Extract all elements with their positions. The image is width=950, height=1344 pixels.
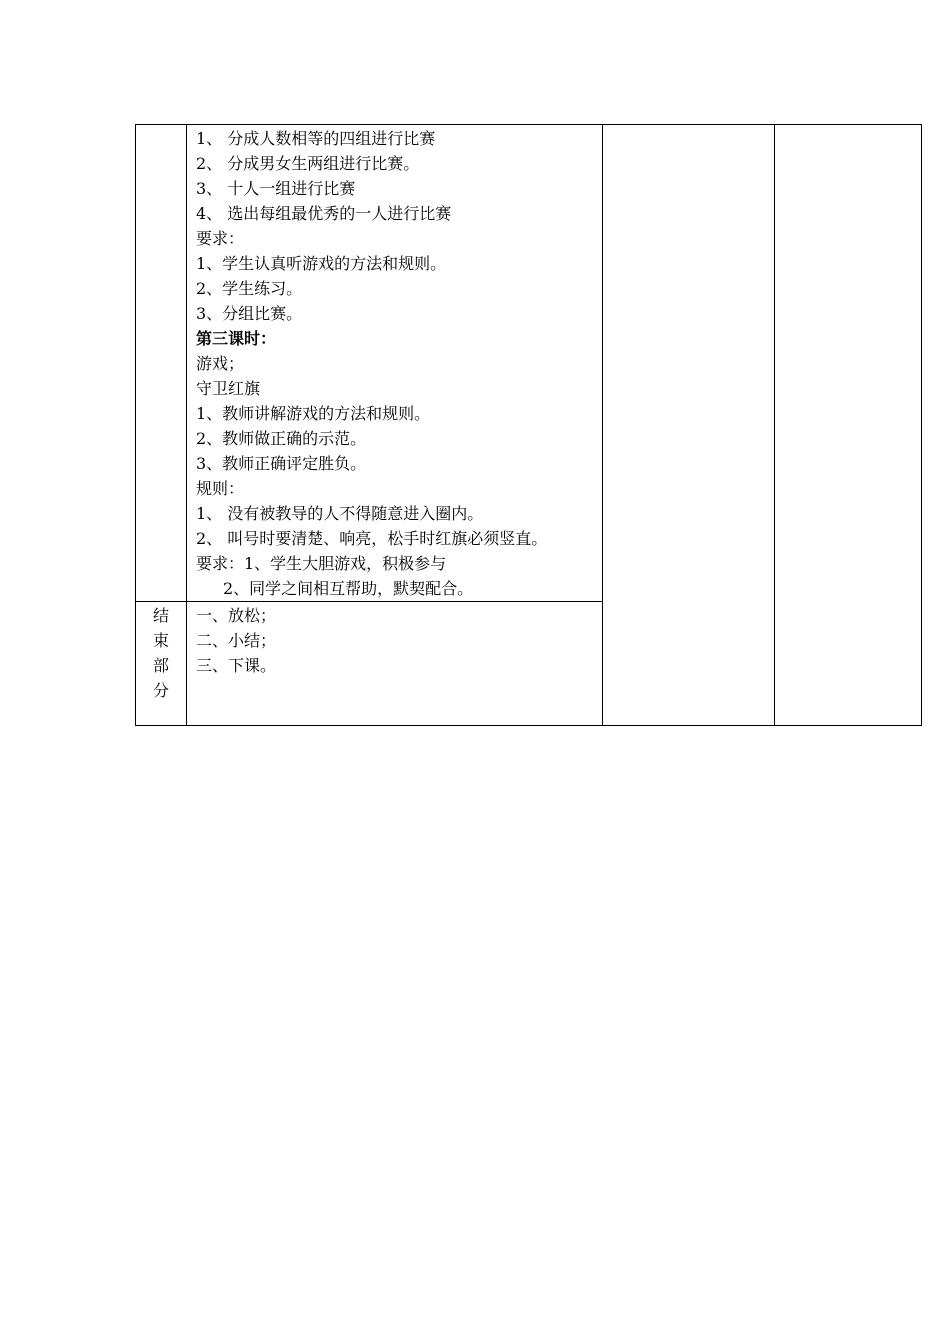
section-label-char: 束	[152, 631, 169, 650]
content-line: 二、小结；	[196, 631, 277, 650]
content-line: 要求：	[196, 229, 245, 248]
content-line: 守卫红旗	[196, 379, 261, 398]
section-label-char: 部	[152, 656, 169, 675]
organization-cell	[603, 125, 775, 726]
content-line: 1、教师讲解游戏的方法和规则。	[196, 404, 431, 423]
content-line: 2、教师做正确的示范。	[196, 429, 367, 448]
lesson-heading: 第三课时：	[196, 329, 277, 348]
content-cell-main	[187, 125, 603, 602]
content-cell-end	[187, 602, 603, 726]
content-line: 1、 分成人数相等的四组进行比赛	[196, 129, 436, 148]
content-line: 3、教师正确评定胜负。	[196, 454, 367, 473]
content-line: 2、同学之间相互帮助，默契配合。	[223, 579, 474, 598]
content-line: 要求：1、学生大胆游戏，积极参与	[196, 554, 447, 573]
content-line: 三、下课。	[196, 656, 277, 675]
content-line: 3、分组比赛。	[196, 304, 303, 323]
section-label-char: 结	[152, 606, 169, 625]
content-line: 3、 十人一组进行比赛	[196, 179, 356, 198]
content-line: 4、 选出每组最优秀的一人进行比赛	[196, 204, 452, 223]
content-line: 1、学生认真听游戏的方法和规则。	[196, 254, 447, 273]
table-row-main	[136, 125, 922, 602]
notes-cell	[775, 125, 922, 726]
content-line: 一、放松；	[196, 606, 277, 625]
section-label-cell-main	[136, 125, 187, 602]
content-line: 2、 叫号时要清楚、响亮，松手时红旗必须竖直。	[196, 529, 548, 548]
content-line: 2、 分成男女生两组进行比赛。	[196, 154, 420, 173]
content-line: 游戏；	[196, 354, 245, 373]
content-line: 1、 没有被教导的人不得随意进入圈内。	[196, 504, 484, 523]
section-label-cell-end	[136, 602, 187, 726]
lesson-plan-table	[135, 124, 922, 726]
content-line: 规则：	[196, 479, 245, 498]
content-line: 2、学生练习。	[196, 279, 303, 298]
section-label-char: 分	[152, 681, 169, 700]
